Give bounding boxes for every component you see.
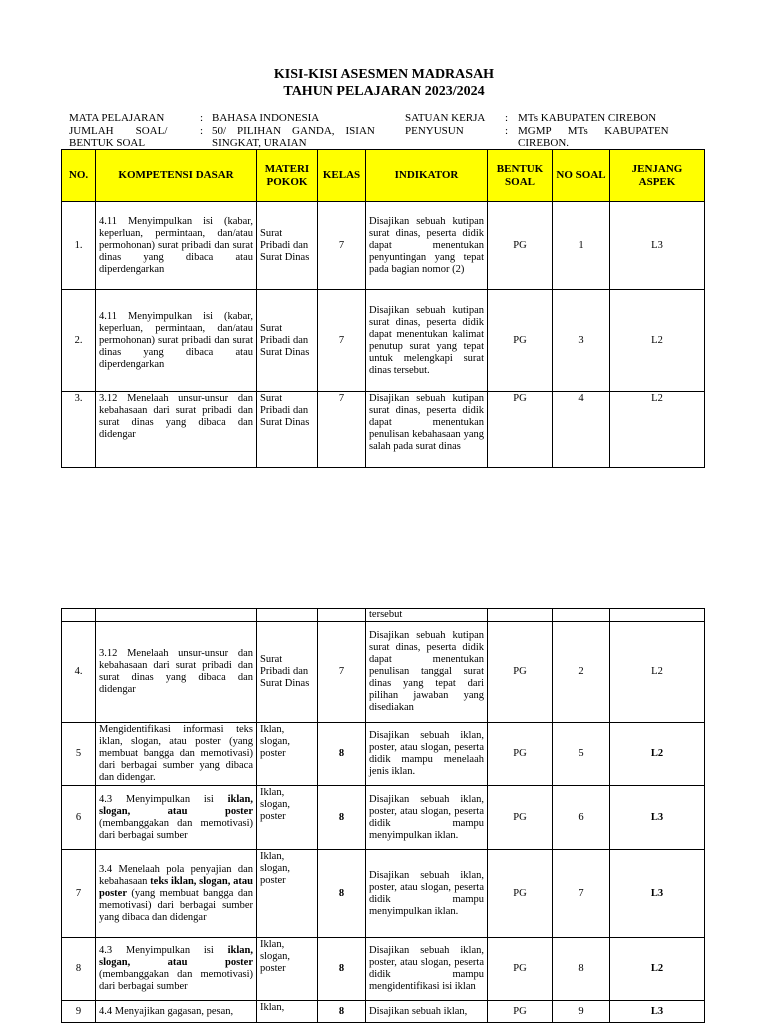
kisi-table-page2 xyxy=(61,608,705,1023)
row-nosoal: 5 xyxy=(553,723,610,786)
row-no: 4. xyxy=(62,622,96,723)
row-indikator: Disajikan sebuah kutipan surat dinas, peserta didik dapat menentukan kalimat penutup surat yang tepat untuk melengkapi surat dinas tersebut. xyxy=(366,290,488,392)
header-kd: KOMPETENSI DASAR xyxy=(96,150,257,202)
row-nosoal: 1 xyxy=(553,202,610,290)
row-materi: Iklan, slogan, poster xyxy=(257,938,318,1001)
row-materi: Surat Pribadi dan Surat Dinas xyxy=(257,622,318,723)
row-bentuk: PG xyxy=(488,290,553,392)
kd-text: (yang membuat bangga dan memotivasi) dari berbagai sumber yang dibaca dan didengar xyxy=(99,887,253,923)
row-kelas: 7 xyxy=(318,392,366,468)
row-bentuk: PG xyxy=(488,723,553,786)
row-no: 1. xyxy=(62,202,96,290)
kd-bold-text: iklan, slogan, atau poster xyxy=(99,945,253,968)
table-row xyxy=(62,938,705,1001)
row-indikator: Disajikan sebuah kutipan surat dinas, peserta didik dapat menentukan penulisan tanggal surat dinas yang tepat dari pilihan jawaban yang disediakan xyxy=(366,622,488,723)
row-kelas: 8 xyxy=(318,786,366,850)
row-no: 7 xyxy=(62,850,96,938)
row-materi: Surat Pribadi dan Surat Dinas xyxy=(257,202,318,290)
document-subtitle: TAHUN PELAJARAN 2023/2024 xyxy=(283,84,485,99)
table-row xyxy=(62,290,705,392)
table-row xyxy=(62,786,705,850)
row-kd xyxy=(96,938,257,1001)
row-no: 8 xyxy=(62,938,96,1001)
row-indikator: Disajikan sebuah iklan, poster, atau slogan, peserta didik mampu menyimpulkan iklan. xyxy=(366,850,488,938)
row-bentuk: PG xyxy=(488,202,553,290)
row-bentuk: PG xyxy=(488,786,553,850)
table-row xyxy=(62,622,705,723)
row-materi: Iklan, xyxy=(257,1001,318,1023)
row-jenjang: L3 xyxy=(610,1001,705,1023)
kisi-table-page1 xyxy=(61,149,705,468)
table-row xyxy=(62,202,705,290)
row-jenjang: L2 xyxy=(610,723,705,786)
colon: : xyxy=(505,112,509,124)
row-nosoal: 7 xyxy=(553,850,610,938)
penyusun-value-cont: CIREBON. xyxy=(518,137,570,149)
satuan-label: SATUAN KERJA xyxy=(405,112,486,124)
mapel-value: BAHASA INDONESIA xyxy=(212,112,320,124)
table-row xyxy=(62,1001,705,1023)
row-nosoal: 9 xyxy=(553,1001,610,1023)
row-no: 2. xyxy=(62,290,96,392)
row-jenjang: L2 xyxy=(610,392,705,468)
row-kelas: 7 xyxy=(318,202,366,290)
row-jenjang: L3 xyxy=(610,202,705,290)
kd-text: (membanggakan dan memotivasi) dari berbagai sumber xyxy=(99,817,253,841)
header-no: NO. xyxy=(62,150,96,202)
row-materi: Surat Pribadi dan Surat Dinas xyxy=(257,290,318,392)
row-no: 3. xyxy=(62,392,96,468)
jumlah-value: 50/ PILIHAN GANDA, ISIAN xyxy=(212,125,375,137)
kd-text: 4.3 Menyimpulkan isi xyxy=(99,945,228,956)
table-row xyxy=(62,850,705,938)
row-bentuk: PG xyxy=(488,1001,553,1023)
header-jenjang: JENJANG ASPEK xyxy=(610,150,705,202)
mapel-label: MATA PELAJARAN xyxy=(69,112,165,124)
penyusun-label: PENYUSUN xyxy=(405,125,464,137)
row-indikator: Disajikan sebuah kutipan surat dinas, peserta didik dapat menentukan penyuntingan yang tepat pada bagian nomor (2) xyxy=(366,202,488,290)
header-row xyxy=(62,150,705,202)
row-kelas: 8 xyxy=(318,850,366,938)
colon: : xyxy=(200,112,204,124)
row-materi: Iklan, slogan, poster xyxy=(257,850,318,938)
kd-bold-text: teks iklan, slogan, atau poster xyxy=(99,875,254,899)
row-bentuk: PG xyxy=(488,850,553,938)
row-materi: Surat Pribadi dan Surat Dinas xyxy=(257,392,318,468)
row-indikator: Disajikan sebuah iklan, poster, atau slogan, peserta didik mampu menyimpulkan iklan. xyxy=(366,786,488,850)
row-kelas: 8 xyxy=(318,723,366,786)
row-jenjang: L2 xyxy=(610,290,705,392)
row-indikator: Disajikan sebuah iklan, xyxy=(366,1001,488,1023)
row-jenjang: L2 xyxy=(610,622,705,723)
row-no: 5 xyxy=(62,723,96,786)
row-bentuk: PG xyxy=(488,622,553,723)
header-kelas: KELAS xyxy=(318,150,366,202)
colon: : xyxy=(505,125,509,137)
row-materi: Iklan, slogan, poster xyxy=(257,723,318,786)
row-indikator: Disajikan sebuah iklan, poster, atau slogan, peserta didik mampu menelaah jenis iklan. xyxy=(366,723,488,786)
colon: : xyxy=(200,125,204,137)
row-kd: 3.12 Menelaah unsur-unsur dan kebahasaan dari surat pribadi dan surat dinas yang dibaca dan didengar xyxy=(96,622,257,723)
row-jenjang: L3 xyxy=(610,850,705,938)
continuation-row xyxy=(62,609,705,622)
row-kelas: 8 xyxy=(318,938,366,1001)
row-nosoal: 4 xyxy=(553,392,610,468)
row-indikator xyxy=(366,392,488,468)
kd-text: (membanggakan dan memotivasi) dari berbagai sumber xyxy=(99,969,253,992)
satuan-value: MTs KABUPATEN CIREBON xyxy=(518,112,657,124)
header-materi: MATERI POKOK xyxy=(257,150,318,202)
row-nosoal: 2 xyxy=(553,622,610,723)
row-kd xyxy=(96,786,257,850)
row-bentuk: PG xyxy=(488,392,553,468)
header-bentuk: BENTUK SOAL xyxy=(488,150,553,202)
jumlah-label: JUMLAH SOAL/ xyxy=(69,125,168,137)
row-nosoal: 3 xyxy=(553,290,610,392)
header-indikator: INDIKATOR xyxy=(366,150,488,202)
row-no: 9 xyxy=(62,1001,96,1023)
row-kd: Mengidentifikasi informasi teks iklan, slogan, atau poster (yang membuat bangga dan memotivasi) dari berbagai sumber yang dibaca dan didengar. xyxy=(96,723,257,786)
kd-text: 4.3 Menyimpulkan isi xyxy=(99,793,228,805)
row-materi: Iklan, slogan, poster xyxy=(257,786,318,850)
row-jenjang: L3 xyxy=(610,786,705,850)
row-kd: 4.11 Menyimpulkan isi (kabar, keperluan, permintaan, dan/atau permohonan) surat pribadi dan surat dinas yang dibaca atau diperdengarkan xyxy=(96,202,257,290)
row-nosoal: 8 xyxy=(553,938,610,1001)
bentuk-label: BENTUK SOAL xyxy=(69,137,146,149)
table-row xyxy=(62,723,705,786)
row-indikator: Disajikan sebuah iklan, poster, atau slogan, peserta didik mampu mengidentifikasi isi iklan xyxy=(366,938,488,1001)
jumlah-value-cont: SINGKAT, URAIAN xyxy=(212,137,307,149)
row-kd xyxy=(96,850,257,938)
row-bentuk: PG xyxy=(488,938,553,1001)
row-no: 6 xyxy=(62,786,96,850)
row-kelas: 8 xyxy=(318,1001,366,1023)
row-kelas: 7 xyxy=(318,290,366,392)
row-jenjang: L2 xyxy=(610,938,705,1001)
row-kd: 4.11 Menyimpulkan isi (kabar, keperluan, permintaan, dan/atau permohonan) surat pribadi dan surat dinas yang dibaca atau diperdengarkan xyxy=(96,290,257,392)
row-kd: 3.12 Menelaah unsur-unsur dan kebahasaan dari surat pribadi dan surat dinas yang dibaca dan didengar xyxy=(96,392,257,468)
kd-bold-text: iklan, slogan, atau poster xyxy=(99,793,253,817)
row-kelas: 7 xyxy=(318,622,366,723)
table-row xyxy=(62,392,705,468)
document-title: KISI-KISI ASESMEN MADRASAH xyxy=(273,67,495,82)
penyusun-value: MGMP MTs KABUPATEN xyxy=(518,125,669,137)
kd-text: 3.4 Menelaah pola penyajian dan kebahasaan xyxy=(99,863,253,887)
row-kd: 4.4 Menyajikan gagasan, pesan, xyxy=(96,1001,257,1023)
header-nosoal: NO SOAL xyxy=(553,150,610,202)
row-indikator-cont: tersebut xyxy=(366,609,488,622)
row-nosoal: 6 xyxy=(553,786,610,850)
row-indikator-text: Disajikan sebuah kutipan surat dinas, peserta didik dapat menentukan penulisan kebahasaan yang salah pada surat dinas xyxy=(369,393,484,452)
